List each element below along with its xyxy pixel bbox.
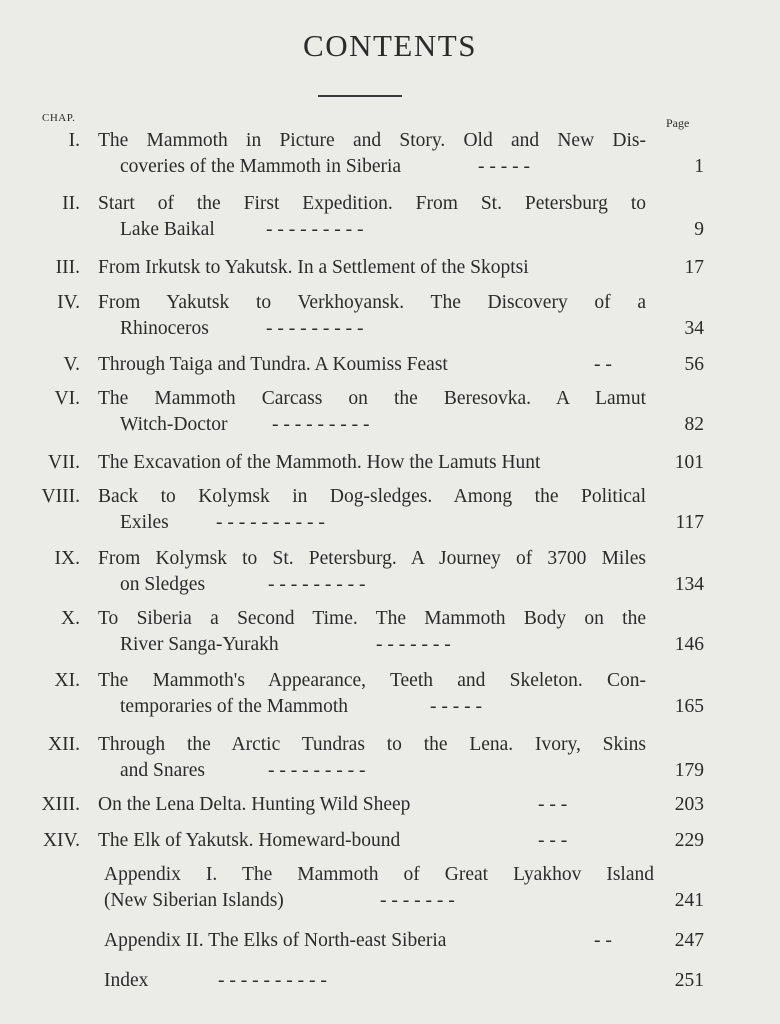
- leader-dots: - -: [594, 354, 612, 375]
- leader-dots: - - - - - - - - -: [266, 318, 364, 339]
- toc-entry: [0, 862, 780, 914]
- chapter-title-continued: River Sanga-Yurakh: [120, 634, 279, 655]
- chapter-number: IV.: [57, 292, 80, 313]
- chapter-column-header: CHAP.: [42, 112, 76, 124]
- chapter-title: Start of the First Expedition. From St. Petersburg to: [98, 193, 646, 214]
- chapter-number: V.: [63, 354, 80, 375]
- chapter-number: I.: [68, 130, 80, 151]
- page-number: 17: [684, 257, 704, 278]
- toc-entry: [0, 606, 780, 658]
- page-number: 56: [684, 354, 704, 375]
- chapter-number: II.: [62, 193, 80, 214]
- chapter-title: Through Taiga and Tundra. A Koumiss Feast: [98, 354, 448, 375]
- chapter-title-continued: Lake Baikal: [120, 219, 215, 240]
- chapter-title: The Mammoth's Appearance, Teeth and Skeleton. Con-: [98, 670, 646, 691]
- page-title: CONTENTS: [303, 28, 477, 63]
- toc-entry: [0, 352, 780, 378]
- title-rule: [318, 95, 402, 97]
- page-number: 241: [674, 890, 704, 911]
- leader-dots: - - - - - - - - -: [268, 760, 366, 781]
- chapter-title: On the Lena Delta. Hunting Wild Sheep: [98, 794, 411, 815]
- index-title: Index: [104, 970, 149, 991]
- toc-entry: [0, 732, 780, 784]
- toc-entry: [0, 386, 780, 438]
- page-number: 9: [694, 219, 704, 240]
- toc-entry: [0, 928, 780, 954]
- toc-entry: [0, 546, 780, 598]
- chapter-number: IX.: [54, 548, 80, 569]
- page-number: 165: [674, 696, 704, 717]
- toc-entry: [0, 255, 780, 281]
- toc-entry: [0, 191, 780, 243]
- leader-dots: - - - - - - - - - -: [218, 970, 327, 991]
- leader-dots: - -: [594, 930, 612, 951]
- chapter-number: XIII.: [41, 794, 80, 815]
- leader-dots: - - - - - - -: [376, 634, 451, 655]
- chapter-title: To Siberia a Second Time. The Mammoth Body on the: [98, 608, 646, 629]
- page-number: 251: [674, 970, 704, 991]
- chapter-number: VII.: [48, 452, 80, 473]
- chapter-title: The Elk of Yakutsk. Homeward-bound: [98, 830, 401, 851]
- page-column-header: Page: [666, 116, 690, 130]
- chapter-title-continued: on Sledges: [120, 574, 206, 595]
- chapter-number: III.: [55, 257, 80, 278]
- chapter-title: From Yakutsk to Verkhoyansk. The Discovery of a: [98, 292, 646, 313]
- leader-dots: - - -: [538, 830, 568, 851]
- page-number: 134: [674, 574, 704, 595]
- page-number: 179: [674, 760, 704, 781]
- leader-dots: - - - - - - - - -: [266, 219, 364, 240]
- toc-entry: [0, 792, 780, 818]
- toc-entry: [0, 290, 780, 342]
- toc-entry: [0, 828, 780, 854]
- chapter-number: X.: [61, 608, 80, 629]
- chapter-title-continued: temporaries of the Mammoth: [120, 696, 348, 717]
- leader-dots: - - - - -: [430, 696, 482, 717]
- page-number: 203: [674, 794, 704, 815]
- leader-dots: - - - - -: [478, 156, 530, 177]
- chapter-title: The Excavation of the Mammoth. How the Lamuts Hunt: [98, 452, 541, 473]
- toc-entry: [0, 968, 780, 994]
- toc-entry: [0, 668, 780, 720]
- chapter-number: XI.: [54, 670, 80, 691]
- appendix-title: Appendix I. The Mammoth of Great Lyakhov Island: [104, 864, 654, 885]
- chapter-title: Back to Kolymsk in Dog-sledges. Among the Political: [98, 486, 646, 507]
- chapter-title: From Kolymsk to St. Petersburg. A Journey of 3700 Miles: [98, 548, 646, 569]
- chapter-number: VI.: [54, 388, 80, 409]
- toc-entry: [0, 128, 780, 180]
- appendix-title: Appendix II. The Elks of North-east Siberia: [104, 930, 447, 951]
- leader-dots: - - - - - - - - -: [272, 414, 370, 435]
- chapter-title-continued: Exiles: [120, 512, 169, 533]
- toc-entry: [0, 484, 780, 536]
- page-number: 34: [684, 318, 704, 339]
- chapter-title: The Mammoth in Picture and Story. Old and New Dis-: [98, 130, 646, 151]
- chapter-title-continued: Witch-Doctor: [120, 414, 228, 435]
- leader-dots: - - - - - - -: [380, 890, 455, 911]
- chapter-title: Through the Arctic Tundras to the Lena. Ivory, Skins: [98, 734, 646, 755]
- leader-dots: - - - - - - - - - -: [216, 512, 325, 533]
- chapter-title: From Irkutsk to Yakutsk. In a Settlement of the Skoptsi: [98, 257, 529, 278]
- appendix-title-continued: (New Siberian Islands): [104, 890, 284, 911]
- page-number: 146: [674, 634, 704, 655]
- page-number: 247: [674, 930, 704, 951]
- chapter-title-continued: coveries of the Mammoth in Siberia: [120, 156, 402, 177]
- leader-dots: - - -: [538, 794, 568, 815]
- page-number: 1: [694, 156, 704, 177]
- chapter-title: The Mammoth Carcass on the Beresovka. A Lamut: [98, 388, 646, 409]
- page-number: 117: [675, 512, 704, 533]
- chapter-number: VIII.: [41, 486, 80, 507]
- chapter-title-continued: and Snares: [120, 760, 206, 781]
- leader-dots: - - - - - - - - -: [268, 574, 366, 595]
- toc-entry: [0, 450, 780, 476]
- page-number: 82: [684, 414, 704, 435]
- chapter-title-continued: Rhinoceros: [120, 318, 209, 339]
- chapter-number: XII.: [48, 734, 80, 755]
- page-number: 101: [674, 452, 704, 473]
- page-number: 229: [674, 830, 704, 851]
- chapter-number: XIV.: [42, 830, 80, 851]
